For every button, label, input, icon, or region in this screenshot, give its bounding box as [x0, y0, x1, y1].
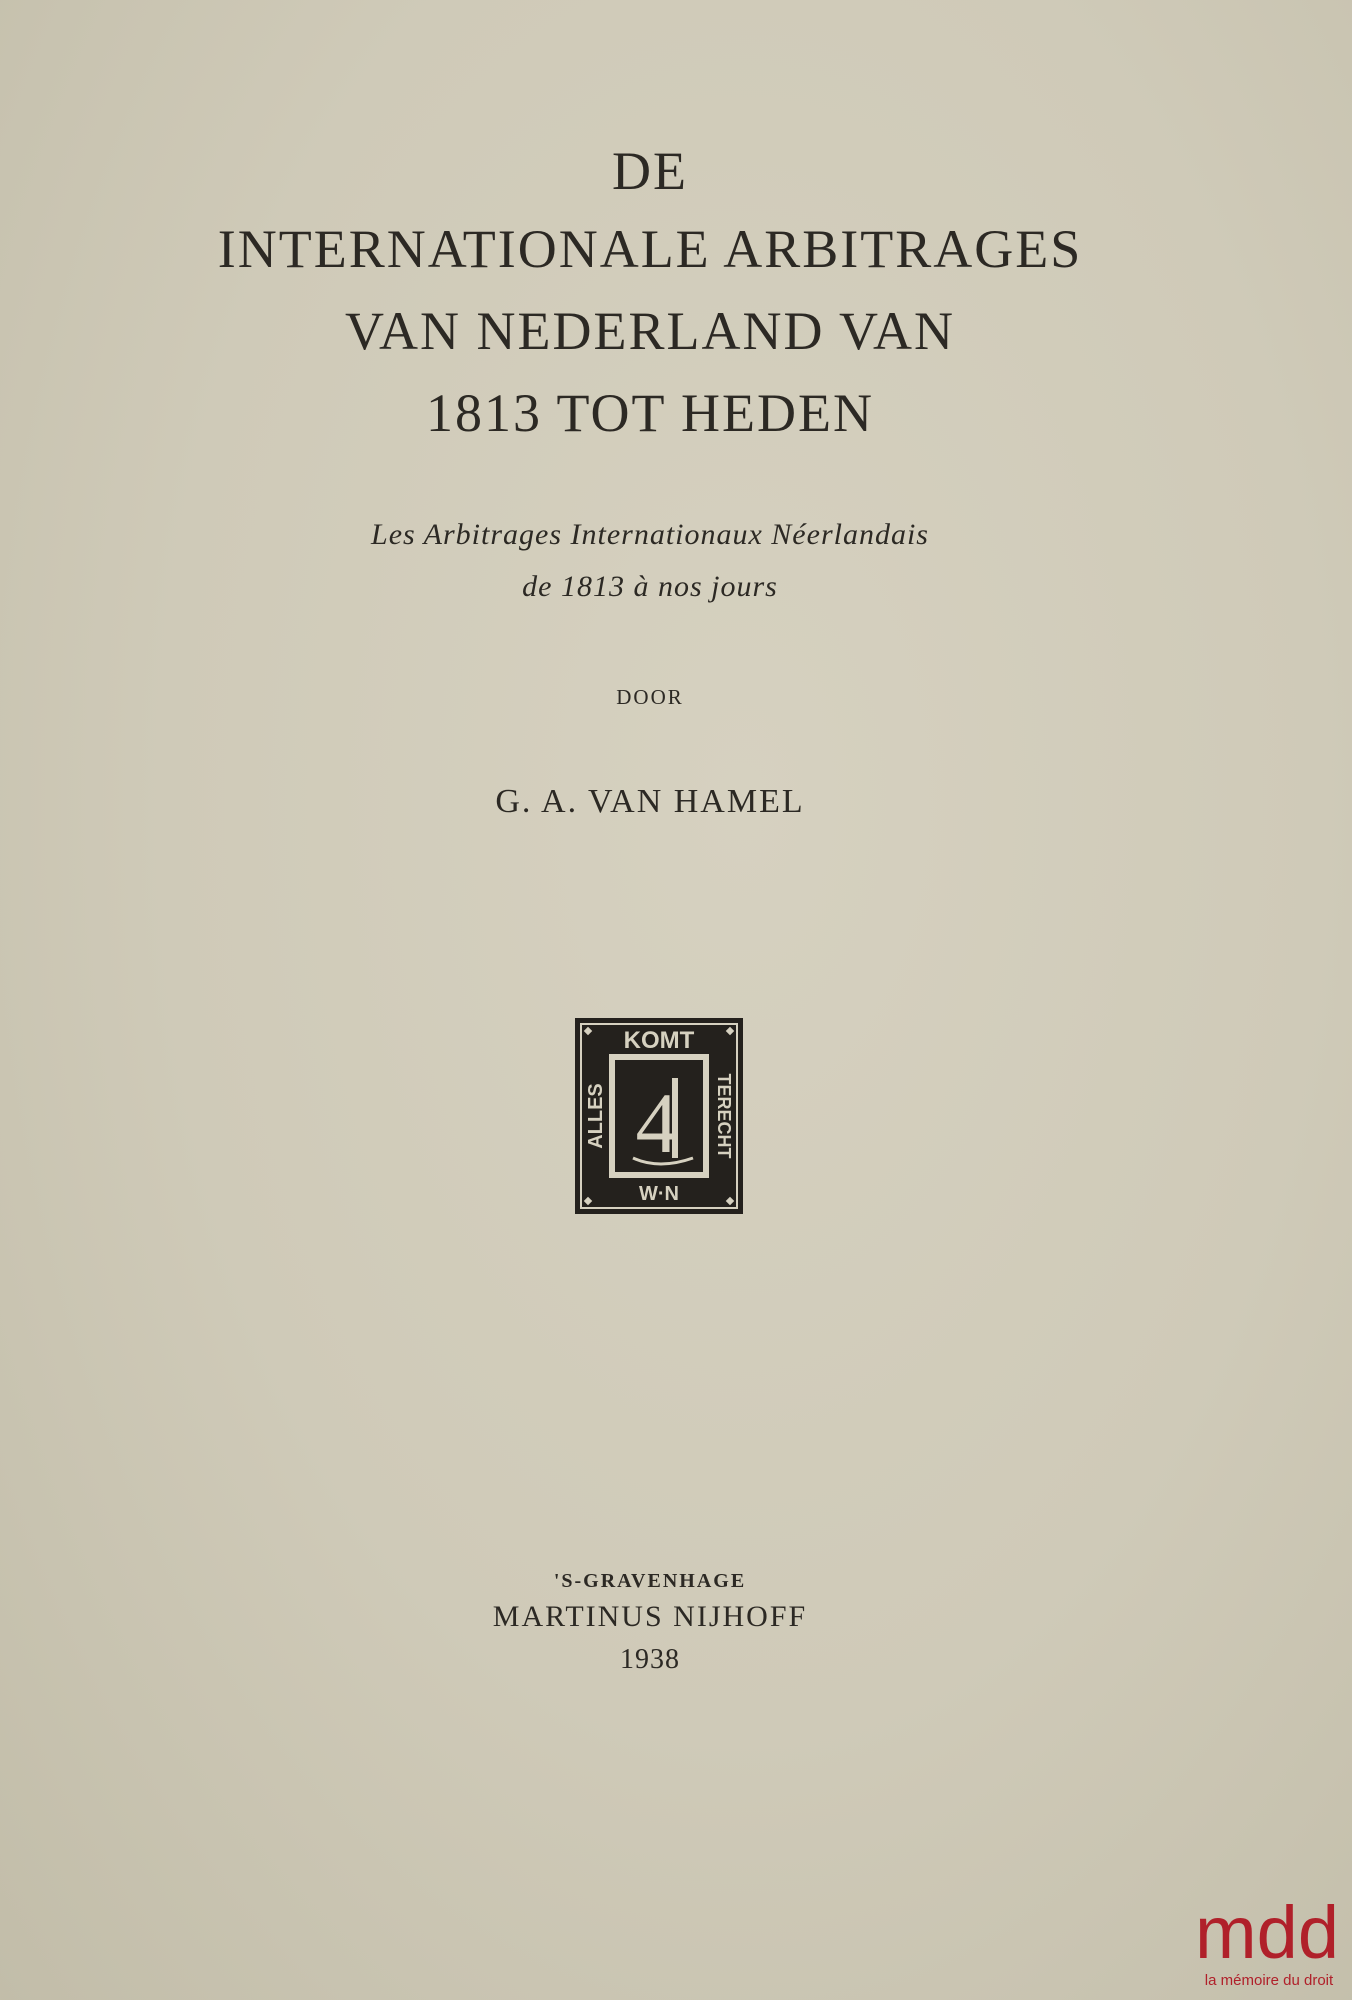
emblem-left-text: ALLES — [585, 1083, 607, 1149]
imprint-publisher: MARTINUS NIJHOFF — [492, 1600, 808, 1633]
emblem-right-text: TERECHT — [714, 1073, 734, 1159]
subtitle-line-1: Les Arbitrages Internationaux Néerlandais — [371, 518, 929, 551]
emblem-bottom-text: W·N — [639, 1183, 679, 1205]
emblem-top-text: KOMT — [623, 1027, 695, 1054]
title-line-1: DE — [612, 141, 688, 201]
emblem-center-text: 4 — [635, 1075, 679, 1171]
subtitle-line-2: de 1813 à nos jours — [522, 570, 778, 603]
title-line-4: 1813 TOT HEDEN — [425, 383, 874, 443]
mdd-logo-text: mdd — [1195, 1891, 1339, 1974]
watermark-tagline: la mémoire du droit — [1204, 1972, 1334, 1989]
imprint-year: 1938 — [620, 1644, 680, 1675]
publisher-emblem-icon — [575, 1018, 743, 1214]
title-line-3: VAN NEDERLAND VAN — [344, 301, 956, 361]
author-name: G. A. VAN HAMEL — [495, 783, 805, 820]
byline: DOOR — [616, 685, 684, 709]
title-line-2: INTERNATIONALE ARBITRAGES — [217, 219, 1083, 279]
imprint-place: 'S-GRAVENHAGE — [553, 1570, 747, 1592]
